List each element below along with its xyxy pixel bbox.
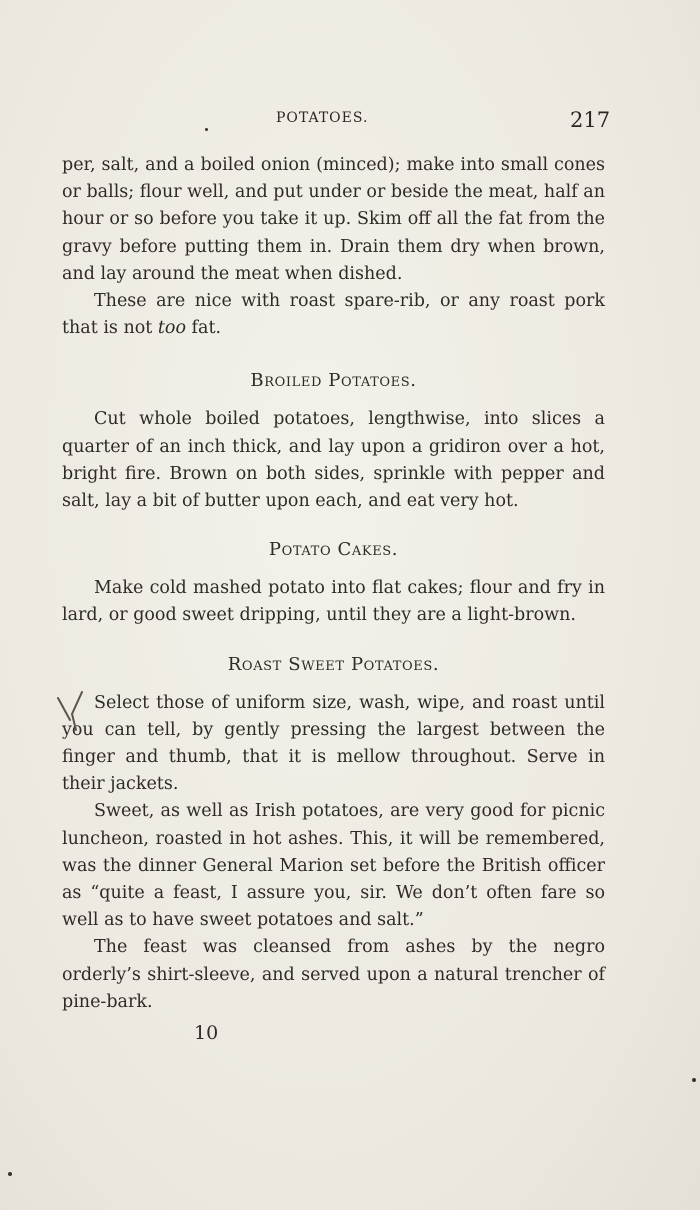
paragraph-spare-rib [62,288,605,342]
running-head: POTATOES. [276,110,369,126]
heading-roast-sweet-potatoes: Roast Sweet Potatoes. [227,653,440,675]
page-header [0,108,700,138]
page-number: 217 [570,108,611,132]
paragraph-broiled-potatoes: Cut whole boiled potatoes, lengthwise, into slices a quarter of an inch thick, and lay upon a gridiron over a hot, bright fire. Brown on both sides, sprinkle with pepper and salt, lay a bit of butter upon each, and eat very hot. [62,409,605,512]
heading-potato-cakes: Potato Cakes. [268,539,399,561]
paragraph-roast-sweet-potatoes: Select those of uniform size, wash, wipe, and roast until you can tell, by gently pressing the largest between the finger and thumb, that it is mellow throughout. Serve in their jackets. [62,692,605,795]
paper-speck [8,1172,12,1176]
paragraph-continued: per, salt, and a boiled onion (minced); make into small cones or balls; flour well, and put under or beside the meat, half an hour or so before you take it up. Skim off all the fat from the gravy before putting them in. Drain them dry when brown, and lay around the meat when dished. [62,155,605,284]
signature-mark: 10 [194,1022,219,1044]
paper-speck [692,1078,696,1082]
paragraph-text: fat. [185,318,222,339]
heading-broiled-potatoes: Broiled Potatoes. [250,370,417,392]
emphasis-text: too [157,318,186,339]
paragraph-picnic: Sweet, as well as Irish potatoes, are very good for picnic luncheon, roasted in hot ashes. This, it will be remembered, was the dinner General Marion set before the British officer as “quite a feast, I assure you, sir. We don’t often fare so well as to have sweet potatoes and salt.” [62,801,605,931]
paragraph-text: These are nice with roast spare-rib, or any roast pork that is not [62,291,605,339]
paragraph-feast: The feast was cleansed from ashes by the negro orderly’s shirt-sleeve, and served upon a natural trencher of pine-bark. [62,937,605,1012]
paper-speck [205,128,208,131]
page-body [62,152,605,1016]
paragraph-potato-cakes: Make cold mashed potato into flat cakes; flour and fry in lard, or good sweet dripping, until they are a light-brown. [62,578,605,626]
pencil-check-mark-icon [56,690,88,734]
